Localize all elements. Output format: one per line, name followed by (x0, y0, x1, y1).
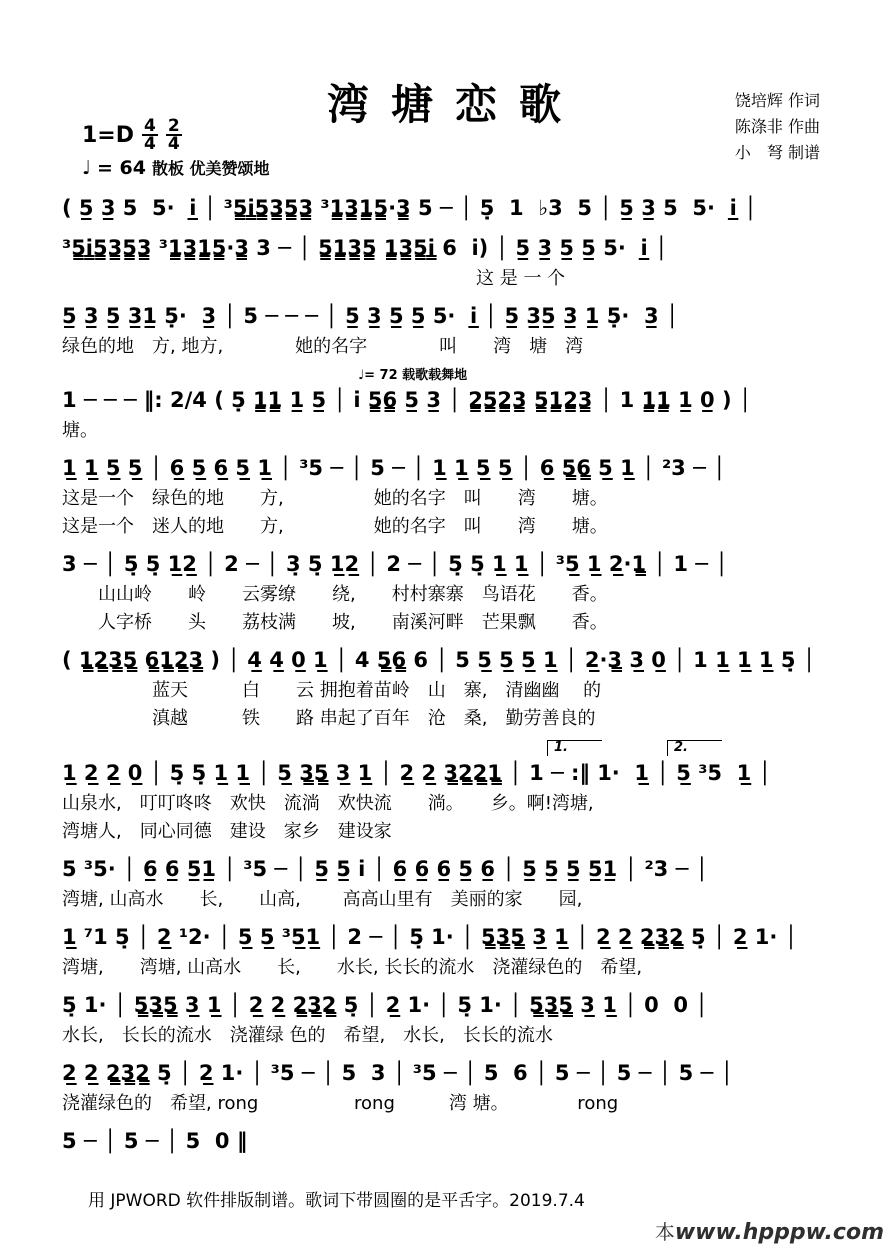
lyrics-line-1: 山山岭 岭 云雾缭 绕, 村村寨寨 鸟语花 香。 (62, 584, 608, 605)
notes-line: 5̲ 3̲ 5̲ 3̲1̲ 5̣· 3̲ │ 5 ─ ─ ─ │ 5̲ 3̲ 5̲ 5̲ 5· i̲ │ 5̲ 3̲5̲ 3̲ 1̲ 5̣· 3̲ │ (62, 304, 679, 328)
lyrics-line-1: 塘。 (62, 420, 98, 441)
lyrics-line-1: 水长, 长长的流水 浇灌绿 色的 希望, 水长, 长长的流水 (62, 1025, 553, 1046)
music-system (62, 1057, 828, 1118)
lyrics-line-2: 湾塘人, 同心同德 建设 家乡 建设家 (62, 821, 392, 842)
notes-line: 1̲ ⁷1 5̣ │ 2̲ ¹2· │ 5̲ 5̲ ³5̲1̲ │ 2 ─ │ 5̣ 1· │ 5̳3̳5̳ 3̲ 1̲ │ 2̲ 2̲ 2̳3̳2̳ 5̣ │ 2̲ 1· │ (62, 925, 798, 949)
music-system (62, 192, 828, 225)
watermark-prefix: 本 (654, 1220, 675, 1244)
notes-line: 1̲ 2̲ 2̲ 0̲ │ 5̣ 5̣ 1̲ 1̲ │ 5̲ 3̳5̳ 3̲ 1̲ │ 2̲ 2̲ 3̳2̳2̳1̳ │ 1 ─ :‖ 1· 1̲ │ 5̲ ³5 1̲ │ (62, 761, 772, 785)
meter-numerator: 4 (144, 116, 156, 136)
watermark-url: www.hpppw.com (674, 1220, 884, 1245)
music-system (62, 644, 828, 733)
music-system (62, 921, 828, 982)
score-body (0, 186, 888, 1158)
meter-denominator: 4 (144, 134, 156, 154)
credit-lyricist: 饶培辉 作词 (734, 91, 820, 110)
lyrics-line-1: 湾塘, 湾塘, 山高水 长, 水长, 长长的流水 浇灌绿色的 希望, (62, 957, 643, 978)
music-system (62, 1125, 828, 1158)
lyrics-line-2: 滇越 铁 路 串起了百年 沧 桑, 勤劳善良的 (62, 708, 596, 729)
notes-line: 5 ─ │ 5 ─ │ 5 0 ‖ (62, 1129, 248, 1153)
notes-line: 1 ─ ─ ─ ‖: 2/4 ( 5̣ 1̳1̳ 1̲ 5̲ │ i 5̳6̳ 5̲ 3̲ │ 2̳5̳2̳3̳ 5̳1̳2̳3̳ │ 1 1̳1̳ 1̲ 0̲ ) │ (62, 388, 752, 412)
lyrics-line-2: 人字桥 头 荔枝满 坡, 南溪河畔 芒果飘 香。 (62, 612, 608, 633)
lyrics-line-2: 这是一个 迷人的地 方, 她的名字 叫 湾 塘。 (62, 516, 608, 537)
notes-line: 5 ³5· │ 6̲ 6̲ 5̲1̲ │ ³5 ─ │ 5̲ 5̲ i │ 6̲ 6̲ 6̲ 5̲ 6̲ │ 5̲ 5̲ 5̲ 5̲1̲ │ ²3 ─ │ (62, 857, 709, 881)
lyrics-line-1: 浇灌绿色的 希望, rong rong 湾 塘。 rong (62, 1093, 619, 1114)
notes-line: ( 5̲ 3̲ 5 5· i̲ │ ³5̳i̳5̳3̳5̳3̳ ³1̳3̳1̳5̳·3̳ 5 ─ │ 5̣ 1 ♭3 5 │ 5̲ 3̲ 5 5· i̲ │ (62, 196, 757, 220)
music-system (62, 989, 828, 1050)
key-signature (82, 118, 182, 152)
music-system (62, 368, 828, 445)
inline-tempo-mark: ♩= 72 载歌载舞地 (358, 368, 468, 383)
music-system (62, 300, 828, 361)
tempo-marking (82, 156, 270, 179)
music-system (62, 853, 828, 914)
tempo-style-text: 散板 优美赞颂地 (151, 159, 270, 178)
volta-bracket-2: 2. (667, 740, 722, 756)
tempo-value: = 64 (96, 157, 146, 179)
notes-line: 3 ─ │ 5̣ 5̣ 1̲2̲ │ 2 ─ │ 3̣ 5̣ 1̲2̲ │ 2 ─ │ 5̣ 5̣ 1̲ 1̲ │ ³5̲ 1̲ 2̲·1̳ │ 1 ─ │ (62, 552, 728, 576)
lyrics-line-1: 蓝天 白 云 拥抱着苗岭 山 寨, 清幽幽 的 (62, 680, 602, 701)
lyrics-line-1: 这 是 一 个 (62, 268, 566, 289)
music-system (62, 548, 828, 637)
credit-composer: 陈涤非 作曲 (734, 117, 820, 136)
credits-block (735, 88, 820, 166)
notes-line: 2̲ 2̲ 2̳3̳2̳ 5̣ │ 2̲ 1· │ ³5 ─ │ 5 3 │ ³5 ─ │ 5 6 │ 5 ─ │ 5 ─ │ 5 ─ │ (62, 1061, 734, 1085)
lyrics-line-1: 湾塘, 山高水 长, 山高, 高高山里有 美丽的家 园, (62, 889, 583, 910)
footer-note: 用 JPWORD 软件排版制谱。歌词下带圆圈的是平舌字。2019.7.4 (88, 1191, 585, 1211)
score-header (0, 0, 888, 186)
meter-2-4 (166, 118, 182, 152)
notes-line: ³5̳i̳5̳3̳5̳3̳ ³1̳3̳1̳5̳·3̳ 3 ─ │ 5̳1̳3̳5̳ 1̳3̳5̳i̳ 6 i) │ 5̲ 3̲ 5̲ 5̲ 5· i̲ │ (62, 236, 668, 260)
key-label: 1=D (82, 122, 135, 148)
lyrics-line-1: 绿色的地 方, 地方, 她的名字 叫 湾 塘 湾 (62, 336, 584, 357)
volta-row (62, 740, 828, 757)
music-system (62, 232, 828, 293)
volta-bracket-1: 1. (547, 740, 602, 756)
notes-line: 5̣ 1· │ 5̳3̳5̳ 3̲ 1̲ │ 2̲ 2̲ 2̳3̳2̳ 5̣ │ 2̲ 1· │ 5̣ 1· │ 5̳3̳5̳ 3̲ 1̲ │ 0 0 │ (62, 993, 708, 1017)
song-title: 湾塘恋歌 (326, 80, 583, 129)
meter-denominator: 4 (167, 134, 180, 154)
quarter-note-icon: ♩ (82, 157, 91, 179)
watermark (655, 1216, 884, 1245)
lyrics-line-1: 山泉水, 叮叮咚咚 欢快 流淌 欢快流 淌。 乡。啊!湾塘, (62, 793, 594, 814)
notes-line: 1̲ 1̲ 5̲ 5̲ │ 6̲ 5̲ 6̲ 5̲ 1̲ │ ³5 ─ │ 5 ─ │ 1̲ 1̲ 5̲ 5̲ │ 6̲ 5̳6̳ 5̲ 1̲ │ ²3 ─ │ (62, 456, 726, 480)
music-system (62, 452, 828, 541)
lyrics-line-1: 这是一个 绿色的地 方, 她的名字 叫 湾 塘。 (62, 488, 608, 509)
meter-4-4 (142, 118, 158, 152)
credit-transcriber: 小 弩 制谱 (734, 143, 820, 162)
notes-line: ( 1̳2̳3̳5̳ 6̳1̳2̳3̳ ) │ 4̲ 4̲ 0̲ 1̲ │ 4 5̳6̳ 6 │ 5 5̲ 5̲ 5̲ 1̲ │ 2̲·3̳ 3̲ 0̲ │ 1 1̲ 1̲ 1̲ 5̣ │ (62, 648, 816, 672)
music-system (62, 740, 828, 846)
meter-numerator: 2 (167, 116, 180, 136)
